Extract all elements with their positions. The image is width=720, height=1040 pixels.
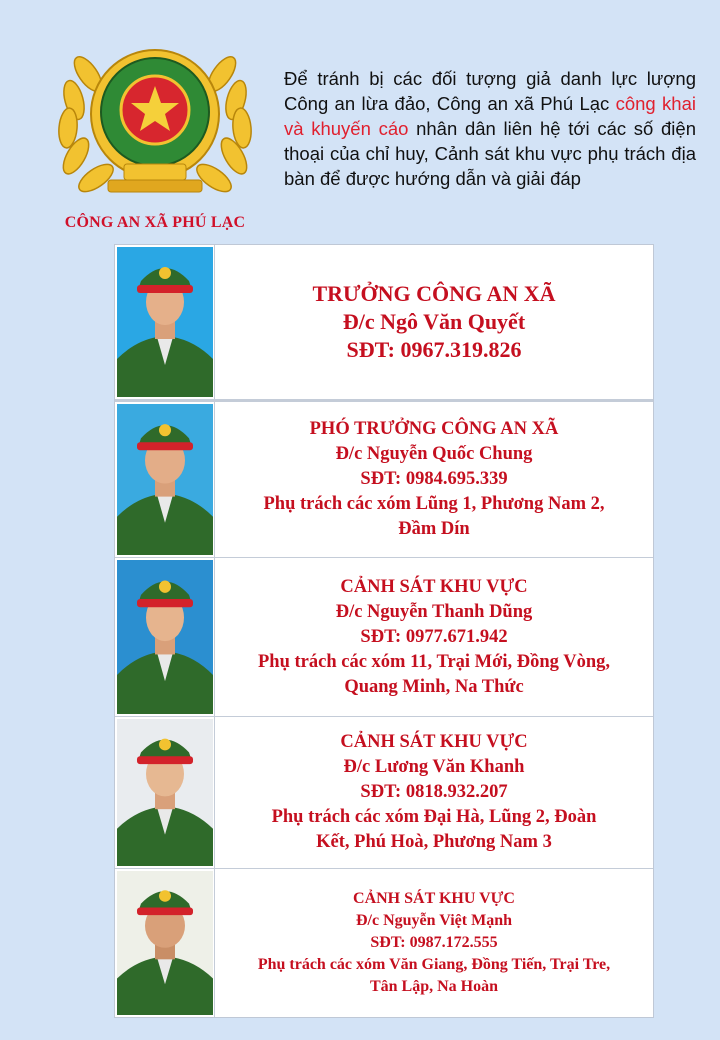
officer-area: Phụ trách các xóm 11, Trại Mới, Đồng Vòng, [258,651,610,672]
officer-info [215,558,653,716]
officer-area: Quang Minh, Na Thức [344,676,524,697]
officer-photo [115,558,215,716]
officer-phone: SĐT: 0977.671.942 [360,626,508,647]
officer-info [215,245,653,399]
officer-photo [115,869,215,1017]
officer-portrait-icon [117,404,213,555]
intro-paragraph [284,66,696,191]
officer-photo [115,717,215,868]
officer-name: Đ/c Lương Văn Khanh [343,757,525,777]
officer-portrait-icon [117,871,213,1015]
officer-name: Đ/c Nguyễn Thanh Dũng [335,601,533,622]
officer-area: Phụ trách các xóm Đại Hà, Lũng 2, Đoàn [271,807,597,827]
officer-position: CẢNH SÁT KHU VỰC [353,890,515,907]
officer-portrait-icon [117,719,213,866]
officer-phone: SĐT: 0987.172.555 [370,934,498,951]
officer-info [215,869,653,1017]
officer-info [215,402,653,557]
officer-row [115,402,653,558]
officer-position: PHÓ TRƯỞNG CÔNG AN XÃ [309,419,559,439]
officer-area: Phụ trách các xóm Văn Giang, Đồng Tiến, Trại Tre, [257,956,611,973]
officer-position: TRƯỞNG CÔNG AN XÃ [312,281,556,306]
officer-position: CẢNH SÁT KHU VỰC [340,732,528,752]
officer-row [115,558,653,717]
officer-phone: SĐT: 0967.319.826 [346,337,522,362]
officer-row [115,869,653,1017]
officer-photo [115,402,215,557]
officer-photo [115,245,215,399]
officer-row [115,245,653,402]
intro-text-end: nhân dân liên hệ tới các số điện thoại của chỉ huy, Cảnh sát khu vực phụ trách địa bàn để được hướng dẫn và giải đáp [284,118,696,189]
officer-phone: SĐT: 0984.695.339 [360,469,508,489]
officer-row [115,717,653,869]
intro-highlight: công khai và khuyến cáo [284,93,696,139]
officer-area: Kết, Phú Hoà, Phương Nam 3 [316,832,552,852]
officer-position: CẢNH SÁT KHU VỰC [340,576,528,597]
officer-phone: SĐT: 0818.932.207 [360,782,508,802]
officer-portrait-icon [117,560,213,714]
officer-portrait-icon [117,247,213,397]
officer-name: Đ/c Nguyễn Quốc Chung [335,444,533,464]
officer-area: Đầm Dín [398,519,470,539]
intro-text: Để tránh bị các đối tượng giả danh lực lượng Công an lừa đảo, Công an xã Phú Lạc [284,68,696,114]
officer-name: Đ/c Nguyễn Việt Mạnh [356,912,512,929]
officer-name: Đ/c Ngô Văn Quyết [342,309,526,334]
officer-area: Phụ trách các xóm Lũng 1, Phương Nam 2, [263,494,605,514]
officer-area: Tân Lập, Na Hoàn [369,978,499,995]
officer-info [215,717,653,868]
contact-table [114,244,654,1018]
unit-name: CÔNG AN XÃ PHÚ LẠC [64,214,246,231]
police-emblem-icon [48,34,262,204]
